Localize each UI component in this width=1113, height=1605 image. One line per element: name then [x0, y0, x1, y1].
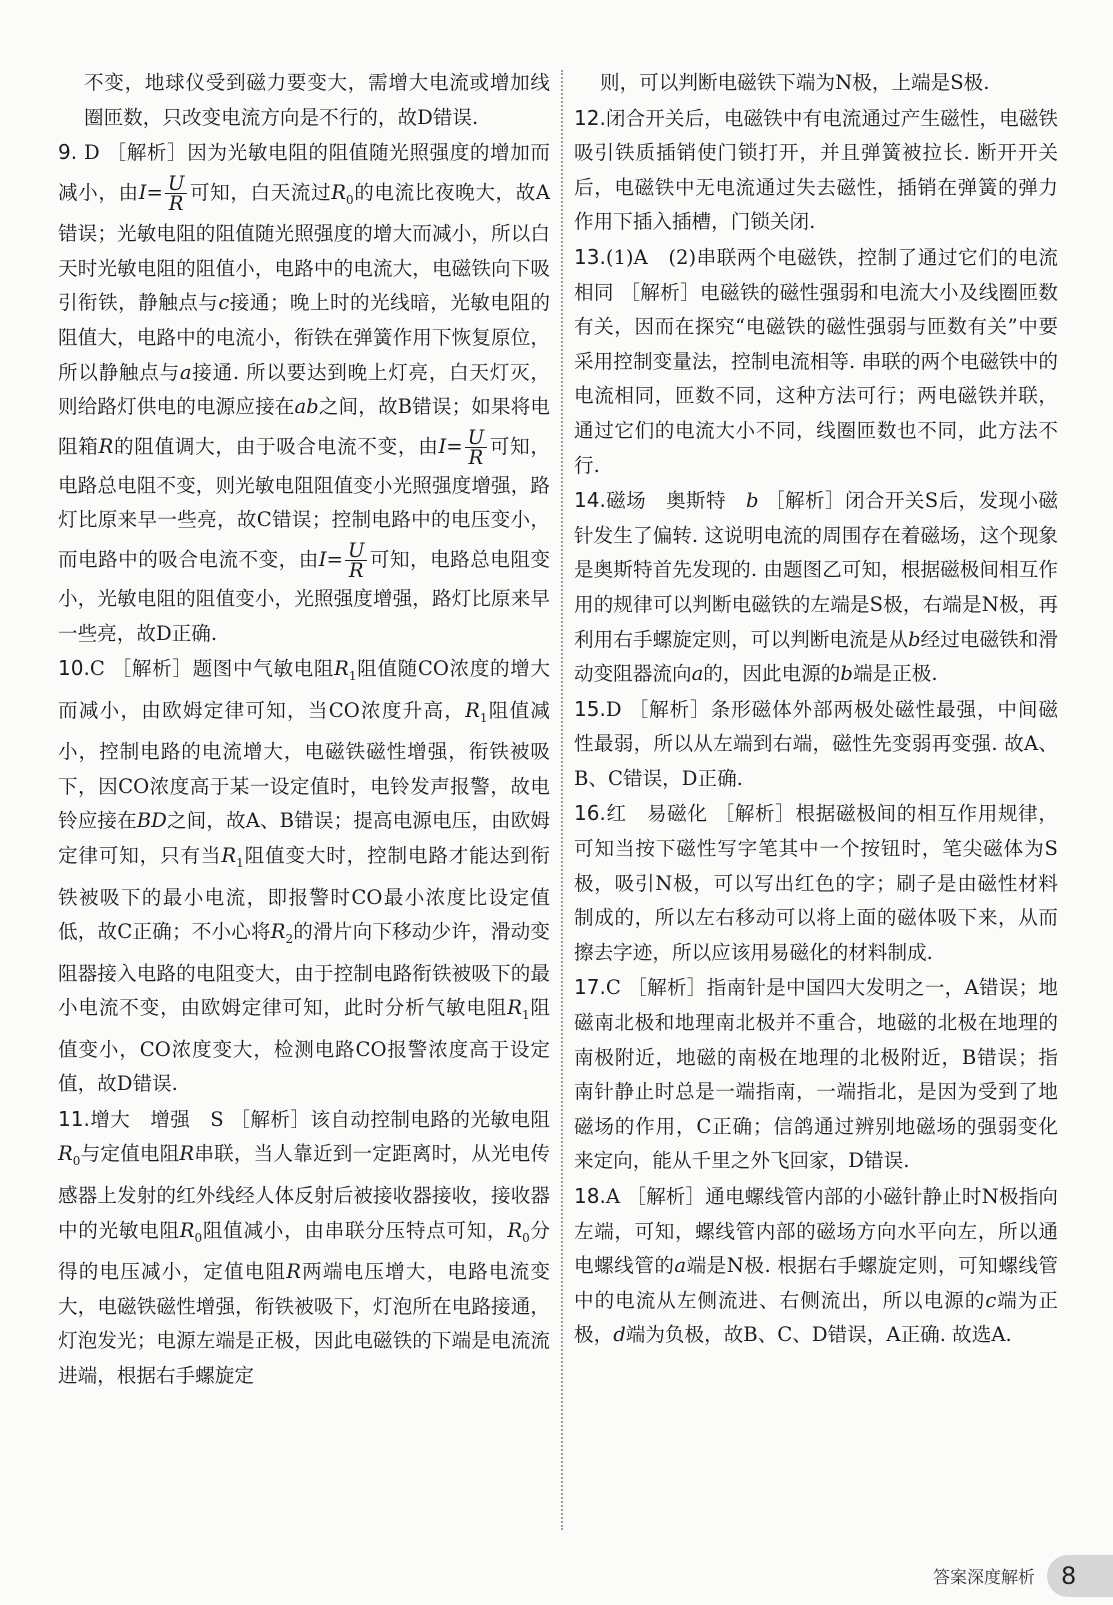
answer-9: 9. D ［解析］因为光敏电阻的阻值随光照强度的增加而减小，由I= $\frac{U}{R}$ 可知，白天流过$R_0$的电流比夜晚大，故A错误；光敏电阻的阻值随光照强度的增大而减小，所以白天时光敏电阻的阻值小，电路中的电流大，电磁铁向下吸引衔铁，静触点与c接通；晚上时的光线暗，光敏电阻的阻值大，电路中的电流小，衔铁在弹簧作用下恢复原位，所以静触点与a接通. 所以要达到晚上灯亮，白天灯灭，则给路灯供电的电源应接在ab之间，故B错误；如果将电阻箱R的阻值调大，由于吸合电流不变，由I= $\frac{U}{R}$ 可知，电路总电阻不变，则光敏电阻阻值变小光照强度增强，路灯比原来早一些亮，故C错误；控制电路中的电压变小，而电路中的吸合电流不变，由I= $\frac{U}{R}$ 可知，电路总电阻变小，光敏电阻的阻值变小，光照强度增强，路灯比原来早一些亮，故D正确. [58, 140, 551, 645]
answer-10: 10.C ［解析］题图中气敏电阻$R_1$阻值随CO浓度的增大而减小，由欧姆定律可知，当CO浓度升高，$R_1$阻值减小，控制电路的电流增大，电磁铁磁性增强，衔铁被吸下，因CO浓度高于某一设定值时，电铃发声报警，故电铃应接在BD之间，故A、B错误；提高电源电压，由欧姆定律可知，只有当$R_1$阻值变大时，控制电路才能达到衔铁被吸下的最小电流，即报警时CO最小浓度比设定值低，故C正确；不小心将$R_2$的滑片向下移动少许，滑动变阻器接入电路的电阻变大，由于控制电路衔铁被吸下的最小电流不变，由欧姆定律可知，此时分析气敏电阻$R_1$阻值变小，CO浓度变大，检测电路CO报警浓度高于设定值，故D错误. [58, 656, 551, 1096]
analysis-tag: ［解析］ [626, 1185, 706, 1208]
fraction-u-over-r: $\frac{U}{R}$ [165, 174, 188, 213]
answer-11: 11.增大 增强 S ［解析］该自动控制电路的光敏电阻$R_0$与定值电阻R串联，当人靠近到一定距离时，从光电传感器上发射的红外线经人体反射后被接收器接收，接收器中的光敏电阻$R_0$阻值减小，由串联分压特点可知，$R_0$分得的电压减小，定值电阻R两端电压增大，电路电流变大，电磁铁磁性增强，衔铁被吸下，灯泡所在电路接通，灯泡发光；电源左端是正极，因此电磁铁的下端是电流流进端，根据右手螺旋定 [58, 1106, 551, 1387]
analysis-tag: ［解析］ [620, 280, 701, 304]
answer-14: 14.磁场 奥斯特 b ［解析］闭合开关S后，发现小磁针发生了偏转. 这说明电流的周围存在着磁场，这个现象是奥斯特首先发现的. 由题图乙可知，根据磁极间相互作用的规律可以判断电磁铁的左端是S极，右端是N极，再利用右手螺旋定则，可以判断电流是从b经过电磁铁和滑动变阻器流向a的，因此电源的b端是正极. [574, 488, 1059, 686]
answer-18: 18.A ［解析］通电螺线管内部的小磁针静止时N极指向左端，可知，螺线管内部的磁场方向水平向左，所以通电螺线管的a端是N极. 根据右手螺旋定则，可知螺线管中的电流从左侧流进、右侧流出，所以电源的c端为正极，d端为负极，故B、C、D错误，A正确. 故选A. [574, 1184, 1059, 1347]
answer-12: 12.闭合开关后，电磁铁中有电流通过产生磁性，电磁铁吸引铁质插销使门锁打开，并且弹簧被拉长. 断开开关后，电磁铁中无电流通过失去磁性，插销在弹簧的弹力作用下插入插槽，门锁关闭. [574, 105, 1058, 234]
left-column [58, 66, 550, 1393]
answer-15: 15.D ［解析］条形磁体外部两极处磁性最强，中间磁性最弱，所以从左端到右端，磁性先变弱再变强. 故A、B、C错误，D正确. [574, 696, 1059, 790]
answer-16: 16.红 易磁化 ［解析］根据磁极间的相互作用规律，可知当按下磁性写字笔其中一个按钮时，笔尖磁体为S极，吸引N极，可以写出红色的字；刷子是由磁性材料制成的，所以左右移动可以将上面的磁体吸下来，从而擦去字迹，所以应该用易磁化的材料制成. [574, 801, 1059, 964]
analysis-tag: ［解析］ [627, 976, 707, 1000]
analysis-tag: ［解析］ [106, 141, 188, 165]
footer-label: 答案深度解析 [933, 1568, 1035, 1588]
page-number: 8 [1047, 1555, 1113, 1597]
analysis-tag: ［解析］ [765, 489, 845, 513]
column-divider [561, 70, 563, 1530]
analysis-tag: ［解析］ [628, 697, 711, 721]
analysis-tag: ［解析］ [230, 1107, 311, 1131]
page-footer [883, 1555, 1113, 1597]
fraction-u-over-r: $\frac{U}{R}$ [345, 541, 368, 580]
analysis-tag: ［解析］ [714, 802, 796, 826]
continuation-text: 则，可以判断电磁铁下端为N极，上端是S极. [600, 71, 990, 94]
continuation-text: 不变，地球仪受到磁力要变大，需增大电流或增加线圈匝数，只改变电流方向是不行的，故D错误. [84, 71, 550, 129]
right-column [574, 66, 1058, 1353]
fraction-u-over-r: $\frac{U}{R}$ [465, 428, 488, 467]
analysis-tag: ［解析］ [111, 657, 193, 681]
answer-13: 13.(1)A (2)串联两个电磁铁，控制了通过它们的电流相同 ［解析］电磁铁的磁性强弱和电流大小及线圈匝数有关，因而在探究“电磁铁的磁性强弱与匝数有关”中要采用控制变量法，控制电流相等. 串联的两个电磁铁中的电流相同，匝数不同，这种方法可行；两电磁铁并联，通过它们的电流大小不同，线圈匝数也不同，此方法不行. [574, 244, 1059, 477]
answer-17: 17.C ［解析］指南针是中国四大发明之一，A错误；地磁南北极和地理南北极并不重合，地磁的北极在地理的南极附近，地磁的南极在地理的北极附近，B错误；指南针静止时总是一端指南，一端指北，是因为受到了地磁场的作用，C正确；信鸽通过辨别地磁场的强弱变化来定向，能从千里之外飞回家，D错误. [574, 975, 1059, 1173]
